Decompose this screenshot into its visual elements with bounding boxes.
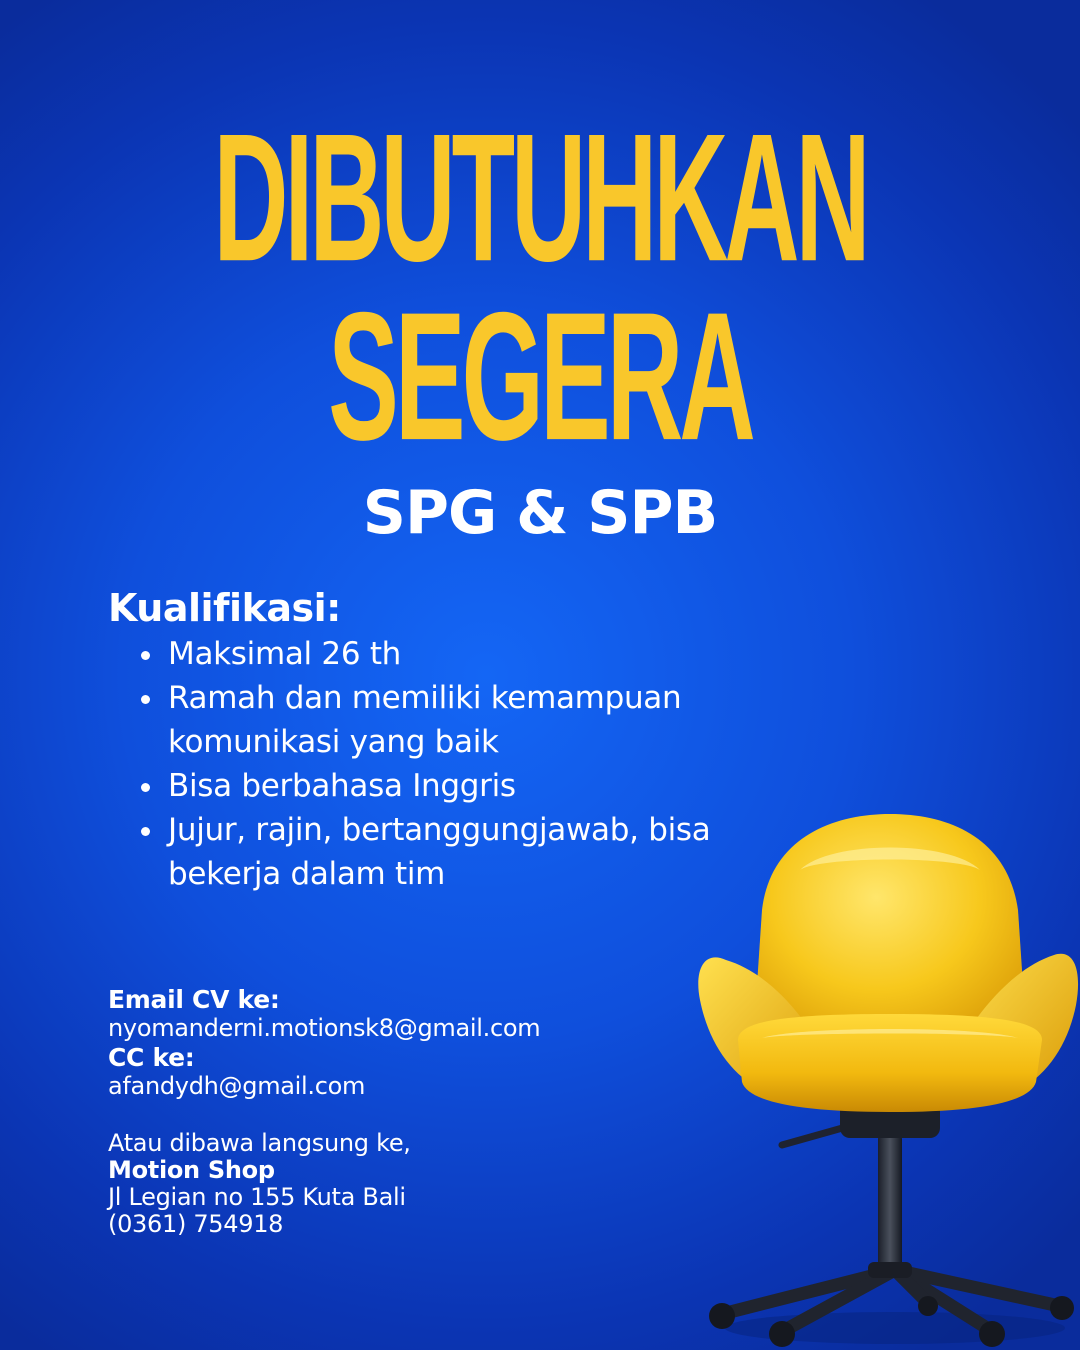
cc-email-address: afandydh@gmail.com	[108, 1072, 366, 1100]
qualifications-list	[130, 632, 746, 896]
shop-name: Motion Shop	[108, 1156, 275, 1184]
headline-line-2: SEGERA	[328, 275, 752, 479]
headline-line-1: DIBUTUHKAN	[213, 97, 867, 301]
shop-address: Jl Legian no 155 Kuta Bali	[108, 1183, 406, 1211]
contact-section	[108, 985, 668, 1238]
cc-label: CC ke:	[108, 1043, 195, 1072]
qualifications-title: Kualifikasi:	[108, 586, 341, 630]
walkin-text: Atau dibawa langsung ke,	[108, 1129, 411, 1157]
office-chair-illustration	[690, 800, 1080, 1350]
position-title: SPG & SPB	[362, 478, 718, 548]
email-address: nyomanderni.motionsk8@gmail.com	[108, 1014, 541, 1042]
shop-phone: (0361) 754918	[108, 1210, 284, 1238]
qualification-item: • Jujur, rajin, bertanggungjawab, bisa bekerja dalam tim	[166, 808, 746, 896]
qualification-item: • Ramah dan memiliki kemampuan komunikasi yang baik	[166, 676, 746, 764]
email-label: Email CV ke:	[108, 985, 280, 1014]
qualification-item: • Bisa berbahasa Inggris	[166, 764, 746, 808]
qualification-item: • Maksimal 26 th	[166, 632, 746, 676]
